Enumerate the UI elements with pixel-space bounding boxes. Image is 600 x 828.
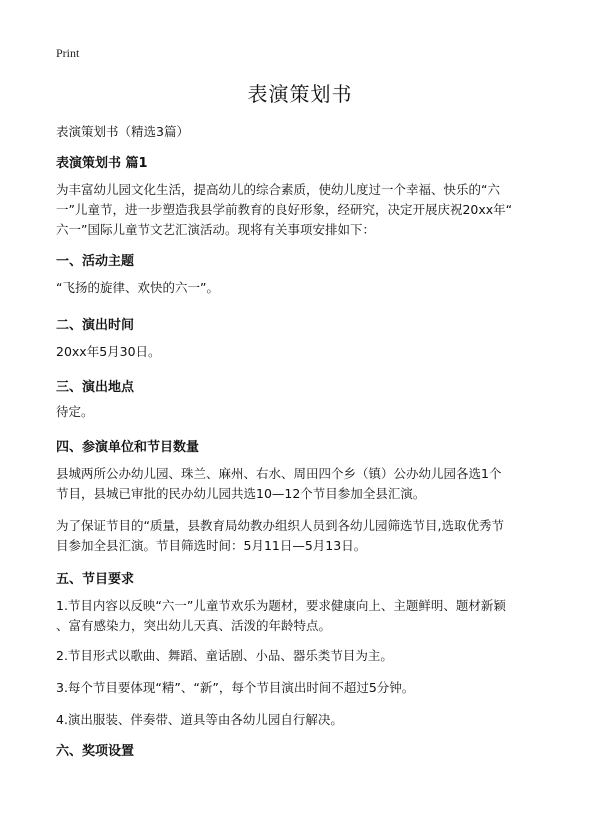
section-heading-time: 二、演出时间 [56, 318, 135, 333]
intro-line: 为丰富幼儿园文化生活，提高幼儿的综合素质，使幼儿度过一个幸福、快乐的“六 [56, 182, 500, 197]
page-title: 表演策划书 [247, 82, 353, 106]
section-heading-location: 三、演出地点 [56, 380, 135, 395]
part-title: 表演策划书 篇1 [56, 156, 148, 171]
section-text-location: 待定。 [56, 404, 94, 419]
print-link[interactable]: Print [56, 46, 80, 60]
section-text-time: 20xx年5月30日。 [56, 344, 161, 359]
paragraph-line: 县城两所公办幼儿园、珠兰、麻州、右水、周田四个乡（镇）公办幼儿园各选1个 [56, 466, 502, 481]
intro-line: 一”儿童节，进一步塑造我县学前教育的良好形象，经研究，决定开展庆祝20xx年“ [56, 202, 513, 217]
screening-paragraph [56, 516, 546, 556]
paragraph-line: 1.节目内容以反映“六一”儿童节欢乐为题材，要求健康向上、主题鲜明、题材新颖 [56, 598, 506, 613]
intro-line: 六一”国际儿童节文艺汇演活动。现将有关事项安排如下： [56, 222, 375, 237]
participants-paragraph [56, 464, 546, 504]
paragraph-line: 、富有感染力，突出幼儿天真、活泼的年龄特点。 [56, 618, 332, 633]
requirement-item-4: 4.演出服装、伴奏带、道具等由各幼儿园自行解决。 [56, 712, 343, 727]
section-heading-theme: 一、活动主题 [56, 254, 135, 269]
paragraph-line: 目参加全县汇演。节目筛选时间：5月11日—5月13日。 [56, 538, 367, 553]
intro-paragraph [56, 180, 546, 240]
section-text-theme: “飞扬的旋律、欢快的六一”。 [56, 280, 219, 295]
section-heading-participants: 四、参演单位和节目数量 [56, 440, 200, 455]
requirement-item-2: 2.节目形式以歌曲、舞蹈、童话剧、小品、器乐类节目为主。 [56, 648, 393, 663]
document-subtitle: 表演策划书（精选3篇） [56, 124, 189, 139]
requirement-item-1 [56, 596, 546, 636]
section-heading-requirements: 五、节目要求 [56, 572, 135, 587]
section-heading-awards: 六、奖项设置 [56, 744, 135, 759]
paragraph-line: 为了保证节目的“质量，县教育局幼教办组织人员到各幼儿园筛选节目,选取优秀节 [56, 518, 504, 533]
paragraph-line: 节目，县城已审批的民办幼儿园共选10—12个节目参加全县汇演。 [56, 486, 426, 501]
requirement-item-3: 3.每个节目要体现“精”、“新”，每个节目演出时间不超过5分钟。 [56, 680, 415, 695]
